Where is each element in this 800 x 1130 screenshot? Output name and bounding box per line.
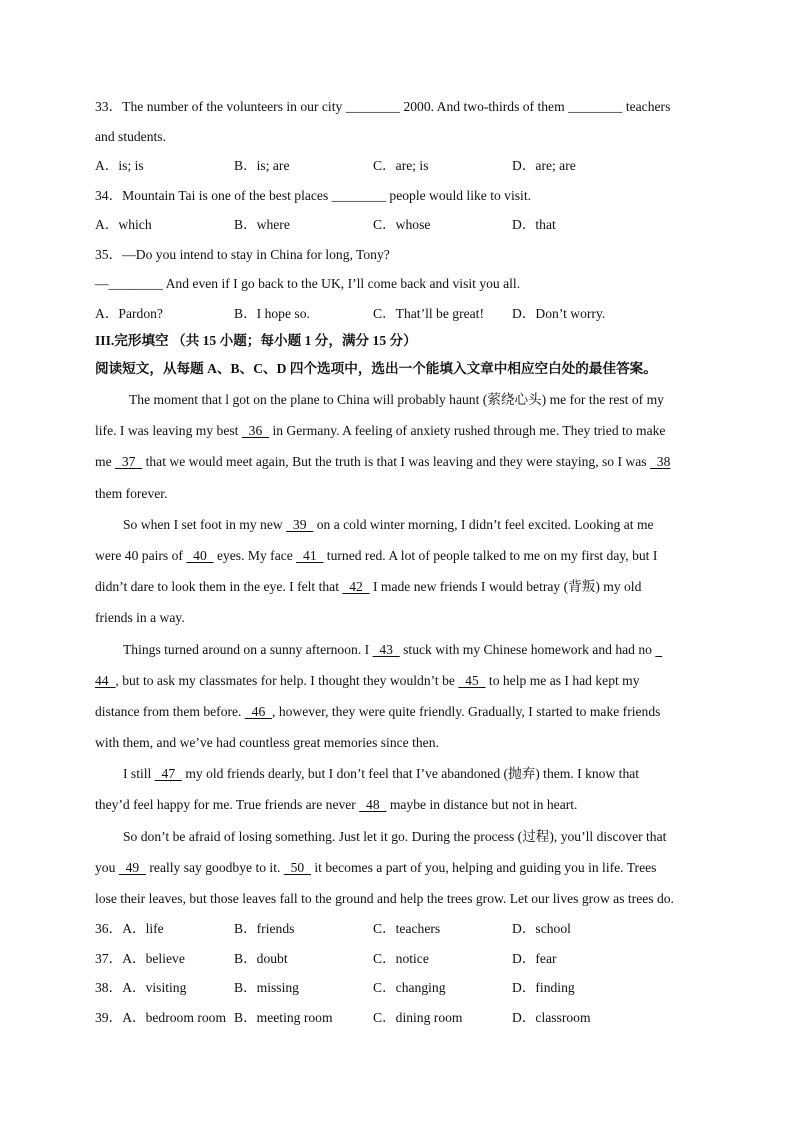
passage-text: turned red. A lot of people talked to me on my first day, but I <box>323 547 658 563</box>
blank-45: 45 <box>458 672 486 688</box>
option-c: C．notice <box>373 950 429 966</box>
blank-37: 37 <box>115 454 143 470</box>
passage-line-8 <box>95 602 707 633</box>
option-d: D．classroom <box>512 1009 591 1025</box>
option-c: C．dining room <box>373 1009 463 1025</box>
passage-line-3 <box>95 446 707 477</box>
passage-text: lose their leaves, but those leaves fall to the ground and help the trees grow. Let our lives grow as trees do. <box>95 891 674 906</box>
option-a: A．life <box>122 921 164 937</box>
answer-row-39 <box>95 1003 707 1033</box>
answer-cell-a <box>95 944 234 974</box>
blank-44-start <box>655 642 662 657</box>
blank-48: 48 <box>359 797 387 813</box>
question-number: 37． <box>95 950 123 966</box>
passage-line-15 <box>95 821 707 852</box>
answer-row-36 <box>95 914 707 944</box>
section-instruction: 阅读短文，从每题 A、B、C、D 四个选项中，选出一个能填入文章中相应空白处的最佳答案。 <box>95 361 657 376</box>
q34-option-c: C．whose <box>373 217 431 232</box>
passage-text: were 40 pairs of <box>95 547 187 563</box>
passage-line-4 <box>95 478 707 509</box>
option-a: A．visiting <box>122 980 187 996</box>
answer-row-37 <box>95 944 707 974</box>
q33-stem-line2: and students. <box>95 128 166 144</box>
passage-line-12 <box>95 727 707 758</box>
option-d: D．finding <box>512 980 575 996</box>
option-b: B．friends <box>234 921 295 937</box>
q35-stem-line2: —________ And even if I go back to the UK, I’ll come back and visit you all. <box>95 276 521 291</box>
q35-stem-line1: 35．—Do you intend to stay in China for long, Tony? <box>95 246 390 262</box>
passage-line-6 <box>95 540 707 571</box>
passage-text: eyes. My face <box>213 547 297 563</box>
passage-text: it becomes a part of you, helping and guiding you in life. Trees <box>310 859 657 875</box>
passage-text: that we would meet again, But the truth is that I was leaving and they were staying, so I was <box>142 454 650 470</box>
blank-44: 44 <box>95 672 116 688</box>
question-number: 36． <box>95 921 123 937</box>
blank-47: 47 <box>154 766 182 782</box>
option-d: D．fear <box>512 950 557 966</box>
q35-option-b: B．I hope so. <box>234 305 310 321</box>
passage-text: So don’t be afraid of losing something. Just let it go. During the process (过程), you’ll discover that <box>123 828 667 844</box>
option-d: D．school <box>512 921 571 937</box>
passage-line-1 <box>95 384 707 415</box>
q34-options <box>95 210 707 240</box>
blank-42: 42 <box>342 579 370 595</box>
answer-row-38 <box>95 973 707 1003</box>
q35-option-c: C．That’ll be great! <box>373 305 484 321</box>
passage-line-10 <box>95 665 707 696</box>
q35-option-a: A．Pardon? <box>95 305 163 321</box>
passage-text: distance from them before. <box>95 703 245 719</box>
passage-text: Things turned around on a sunny afternoon. I <box>123 641 373 657</box>
q33-option-d: D．are; are <box>512 158 576 173</box>
question-number: 38． <box>95 980 123 996</box>
q34-option-b: B．where <box>234 217 290 232</box>
q35-option-d: D．Don’t worry. <box>512 305 606 321</box>
passage-line-16 <box>95 852 707 883</box>
passage-text: life. I was leaving my best <box>95 423 242 439</box>
q33-option-a: A．is; is <box>95 158 144 173</box>
passage-line-9 <box>95 634 707 665</box>
question-number: 39． <box>95 1009 123 1025</box>
q34-option-d: D．that <box>512 217 556 232</box>
passage-line-11 <box>95 696 707 727</box>
q33-options <box>95 151 707 181</box>
passage-text: to help me as I had kept my <box>485 672 640 688</box>
passage-text: didn’t dare to look them in the eye. I felt that <box>95 579 343 595</box>
passage-text: I made new friends I would betray (背叛) my old <box>369 579 642 595</box>
q33-stem-line1: 33．The number of the volunteers in our city ________ 2000. And two-thirds of them ________ teachers <box>95 99 671 114</box>
q34-stem: 34．Mountain Tai is one of the best places ________ people would like to visit. <box>95 187 532 203</box>
section-title: III.完形填空 （共 15 小题；每小题 1 分，满分 15 分） <box>95 333 417 348</box>
blank-39: 39 <box>286 516 314 532</box>
blank-38: 38 <box>649 454 671 470</box>
option-a: A．believe <box>122 950 185 966</box>
passage-text: So when I set foot in my new <box>123 516 287 532</box>
blank-41: 41 <box>296 547 324 563</box>
passage-line-7 <box>95 571 707 602</box>
q34-option-a: A．which <box>95 217 152 232</box>
passage-text: they’d feel happy for me. True friends are never <box>95 797 360 813</box>
exam-page <box>95 92 707 1032</box>
passage-line-14 <box>95 789 707 820</box>
passage-line-17 <box>95 883 707 914</box>
passage-text: on a cold winter morning, I didn’t feel excited. Looking at me <box>313 516 654 532</box>
passage-text: my old friends dearly, but I don’t feel that I’ve abandoned (抛弃) them. I know that <box>181 766 640 782</box>
passage-text: I still <box>123 766 155 782</box>
passage-text: stuck with my Chinese homework and had no <box>399 641 656 657</box>
option-b: B．meeting room <box>234 1009 333 1025</box>
passage-text: friends in a way. <box>95 610 185 626</box>
passage-text: , however, they were quite friendly. Gradually, I started to make friends <box>272 703 661 719</box>
option-b: B．missing <box>234 980 299 996</box>
passage-text: The moment that l got on the plane to China will probably haunt (萦绕心头) me for the rest of my <box>129 392 664 407</box>
answer-cell-a <box>95 973 234 1003</box>
blank-49: 49 <box>118 859 146 875</box>
blank-36: 36 <box>241 423 270 439</box>
passage-text: in Germany. A feeling of anxiety rushed through me. They tried to make <box>269 423 666 439</box>
blank-43: 43 <box>372 641 400 657</box>
blank-40: 40 <box>186 547 214 563</box>
answer-cell-a <box>95 914 234 944</box>
answer-cell-a <box>95 1003 234 1033</box>
passage-text: me <box>95 454 116 470</box>
passage-text: maybe in distance but not in heart. <box>386 797 578 813</box>
passage-line-5 <box>95 509 707 540</box>
passage-line-13 <box>95 758 707 789</box>
q33-option-c: C．are; is <box>373 158 429 173</box>
q33-option-b: B．is; are <box>234 158 290 173</box>
passage-line-2 <box>95 415 707 446</box>
q35-options <box>95 299 707 329</box>
option-b: B．doubt <box>234 950 288 966</box>
option-a: A．bedroom room <box>122 1009 227 1025</box>
blank-50: 50 <box>283 859 311 875</box>
blank-46: 46 <box>244 703 273 719</box>
passage-text: , but to ask my classmates for help. I thought they wouldn’t be <box>115 672 459 688</box>
passage-text: really say goodbye to it. <box>145 859 284 875</box>
passage-text: with them, and we’ve had countless great memories since then. <box>95 735 439 751</box>
option-c: C．changing <box>373 980 446 996</box>
passage-text: them forever. <box>95 485 168 501</box>
option-c: C．teachers <box>373 921 441 937</box>
passage-text: you <box>95 859 119 875</box>
